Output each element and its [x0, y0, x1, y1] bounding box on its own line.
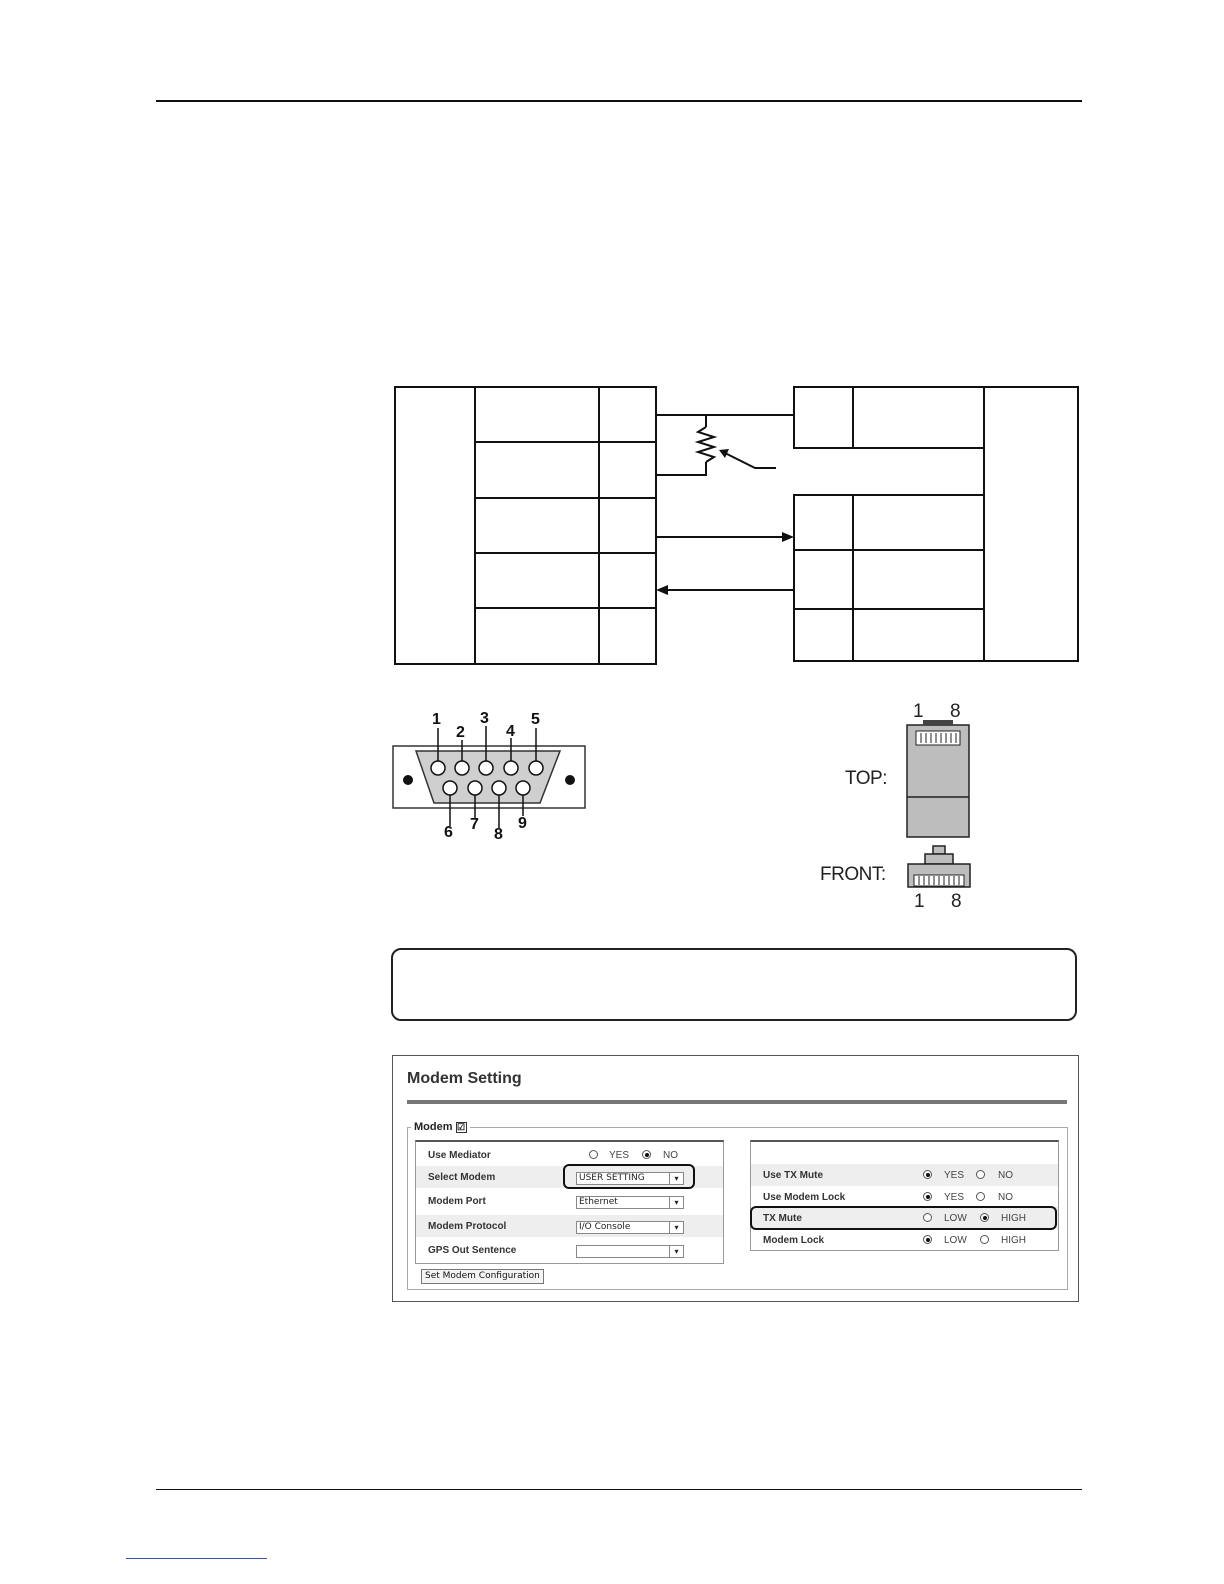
option-label: NO: [998, 1192, 1013, 1203]
use-mediator-no-radio[interactable]: [642, 1150, 651, 1159]
tx-mute-highlight: [750, 1206, 1057, 1230]
chevron-down-icon: ▾: [669, 1246, 683, 1257]
modem-lock-low-radio[interactable]: [923, 1235, 932, 1244]
rj45-connector-figure: [815, 700, 985, 915]
option-label: YES: [944, 1170, 965, 1181]
modem-setting-panel: [392, 1055, 1079, 1302]
table-row: [416, 1190, 723, 1212]
db9-pin-label: 8: [494, 826, 503, 843]
set-modem-configuration-button[interactable]: Set Modem Configuration: [421, 1269, 544, 1284]
use-modem-lock-no-radio[interactable]: [976, 1192, 985, 1201]
option-label: NO: [663, 1150, 678, 1161]
footer-rule: [156, 1489, 1082, 1490]
table-row: [416, 1144, 723, 1166]
rj45-top-label: TOP:: [845, 768, 887, 789]
option-label: HIGH: [1001, 1235, 1026, 1246]
db9-pin-label: 6: [444, 824, 453, 841]
db9-pin-label: 3: [480, 710, 489, 727]
footer-link-underline: [126, 1558, 267, 1559]
row-label: Select Modem: [428, 1172, 496, 1183]
use-mediator-yes-radio[interactable]: [589, 1150, 598, 1159]
select-value: Ethernet: [579, 1197, 618, 1207]
modem-legend-label: Modem: [414, 1121, 453, 1133]
db9-pin-label: 4: [506, 723, 515, 740]
select-value: I/O Console: [579, 1222, 631, 1232]
rj45-front-label: FRONT:: [820, 864, 886, 885]
db9-pin-label: 7: [470, 816, 479, 833]
left-settings-table: [415, 1140, 724, 1264]
row-label: Modem Protocol: [428, 1221, 507, 1232]
rj45-pin-last-label: 8: [951, 891, 962, 912]
option-label: YES: [944, 1192, 965, 1203]
row-label: Use Modem Lock: [763, 1192, 846, 1203]
row-label: Use Mediator: [428, 1150, 491, 1161]
option-label: YES: [609, 1150, 630, 1161]
chevron-down-icon: ▾: [669, 1222, 683, 1233]
select-modem-highlight: [563, 1164, 695, 1189]
modem-port-dropdown[interactable]: [576, 1196, 684, 1209]
table-row: [751, 1229, 1058, 1251]
option-label: LOW: [944, 1235, 967, 1246]
select-value: USER SETTING: [579, 1173, 645, 1183]
db9-drawing: [390, 708, 590, 848]
wiring-diagram: [393, 385, 1083, 670]
modem-protocol-dropdown[interactable]: [576, 1221, 684, 1234]
title-underline: [407, 1100, 1067, 1104]
left-connector-block: [395, 387, 656, 664]
table-row: [751, 1186, 1058, 1208]
table-row: [416, 1215, 723, 1237]
chevron-down-icon: ▾: [669, 1197, 683, 1208]
db9-connector-figure: [390, 708, 590, 848]
chevron-down-icon: ▾: [669, 1173, 683, 1184]
use-tx-mute-yes-radio[interactable]: [923, 1170, 932, 1179]
db9-pin-label: 1: [432, 711, 441, 728]
option-label: LOW: [944, 1213, 967, 1224]
use-modem-lock-yes-radio[interactable]: [923, 1192, 932, 1201]
table-row: [416, 1239, 723, 1261]
option-label: NO: [998, 1170, 1013, 1181]
row-label: Modem Port: [428, 1196, 486, 1207]
db9-pin-label: 9: [518, 815, 527, 832]
gps-out-sentence-dropdown[interactable]: [576, 1245, 684, 1258]
panel-title: Modem Setting: [407, 1070, 522, 1087]
rj45-pin-last-label: 8: [950, 701, 961, 722]
rj45-pin-first-label: 1: [913, 701, 924, 722]
right-settings-table: [750, 1140, 1059, 1251]
rj45-pin-first-label: 1: [914, 891, 925, 912]
table-row: [751, 1164, 1058, 1186]
row-label: Modem Lock: [763, 1235, 825, 1246]
modem-enable-checkbox[interactable]: ☑: [456, 1121, 466, 1132]
modem-lock-high-radio[interactable]: [980, 1235, 989, 1244]
row-label: TX Mute: [763, 1213, 802, 1224]
use-tx-mute-no-radio[interactable]: [976, 1170, 985, 1179]
note-box: [391, 948, 1077, 1021]
option-label: HIGH: [1001, 1213, 1026, 1224]
wiring-diagram-svg: [393, 385, 1083, 670]
db9-pin-label: 5: [531, 711, 540, 728]
right-connector-block: [794, 387, 1078, 661]
row-label: GPS Out Sentence: [428, 1245, 517, 1256]
header-rule: [156, 100, 1082, 102]
db9-pin-label: 2: [456, 724, 465, 741]
row-label: Use TX Mute: [763, 1170, 824, 1181]
modem-legend: [411, 1121, 470, 1133]
